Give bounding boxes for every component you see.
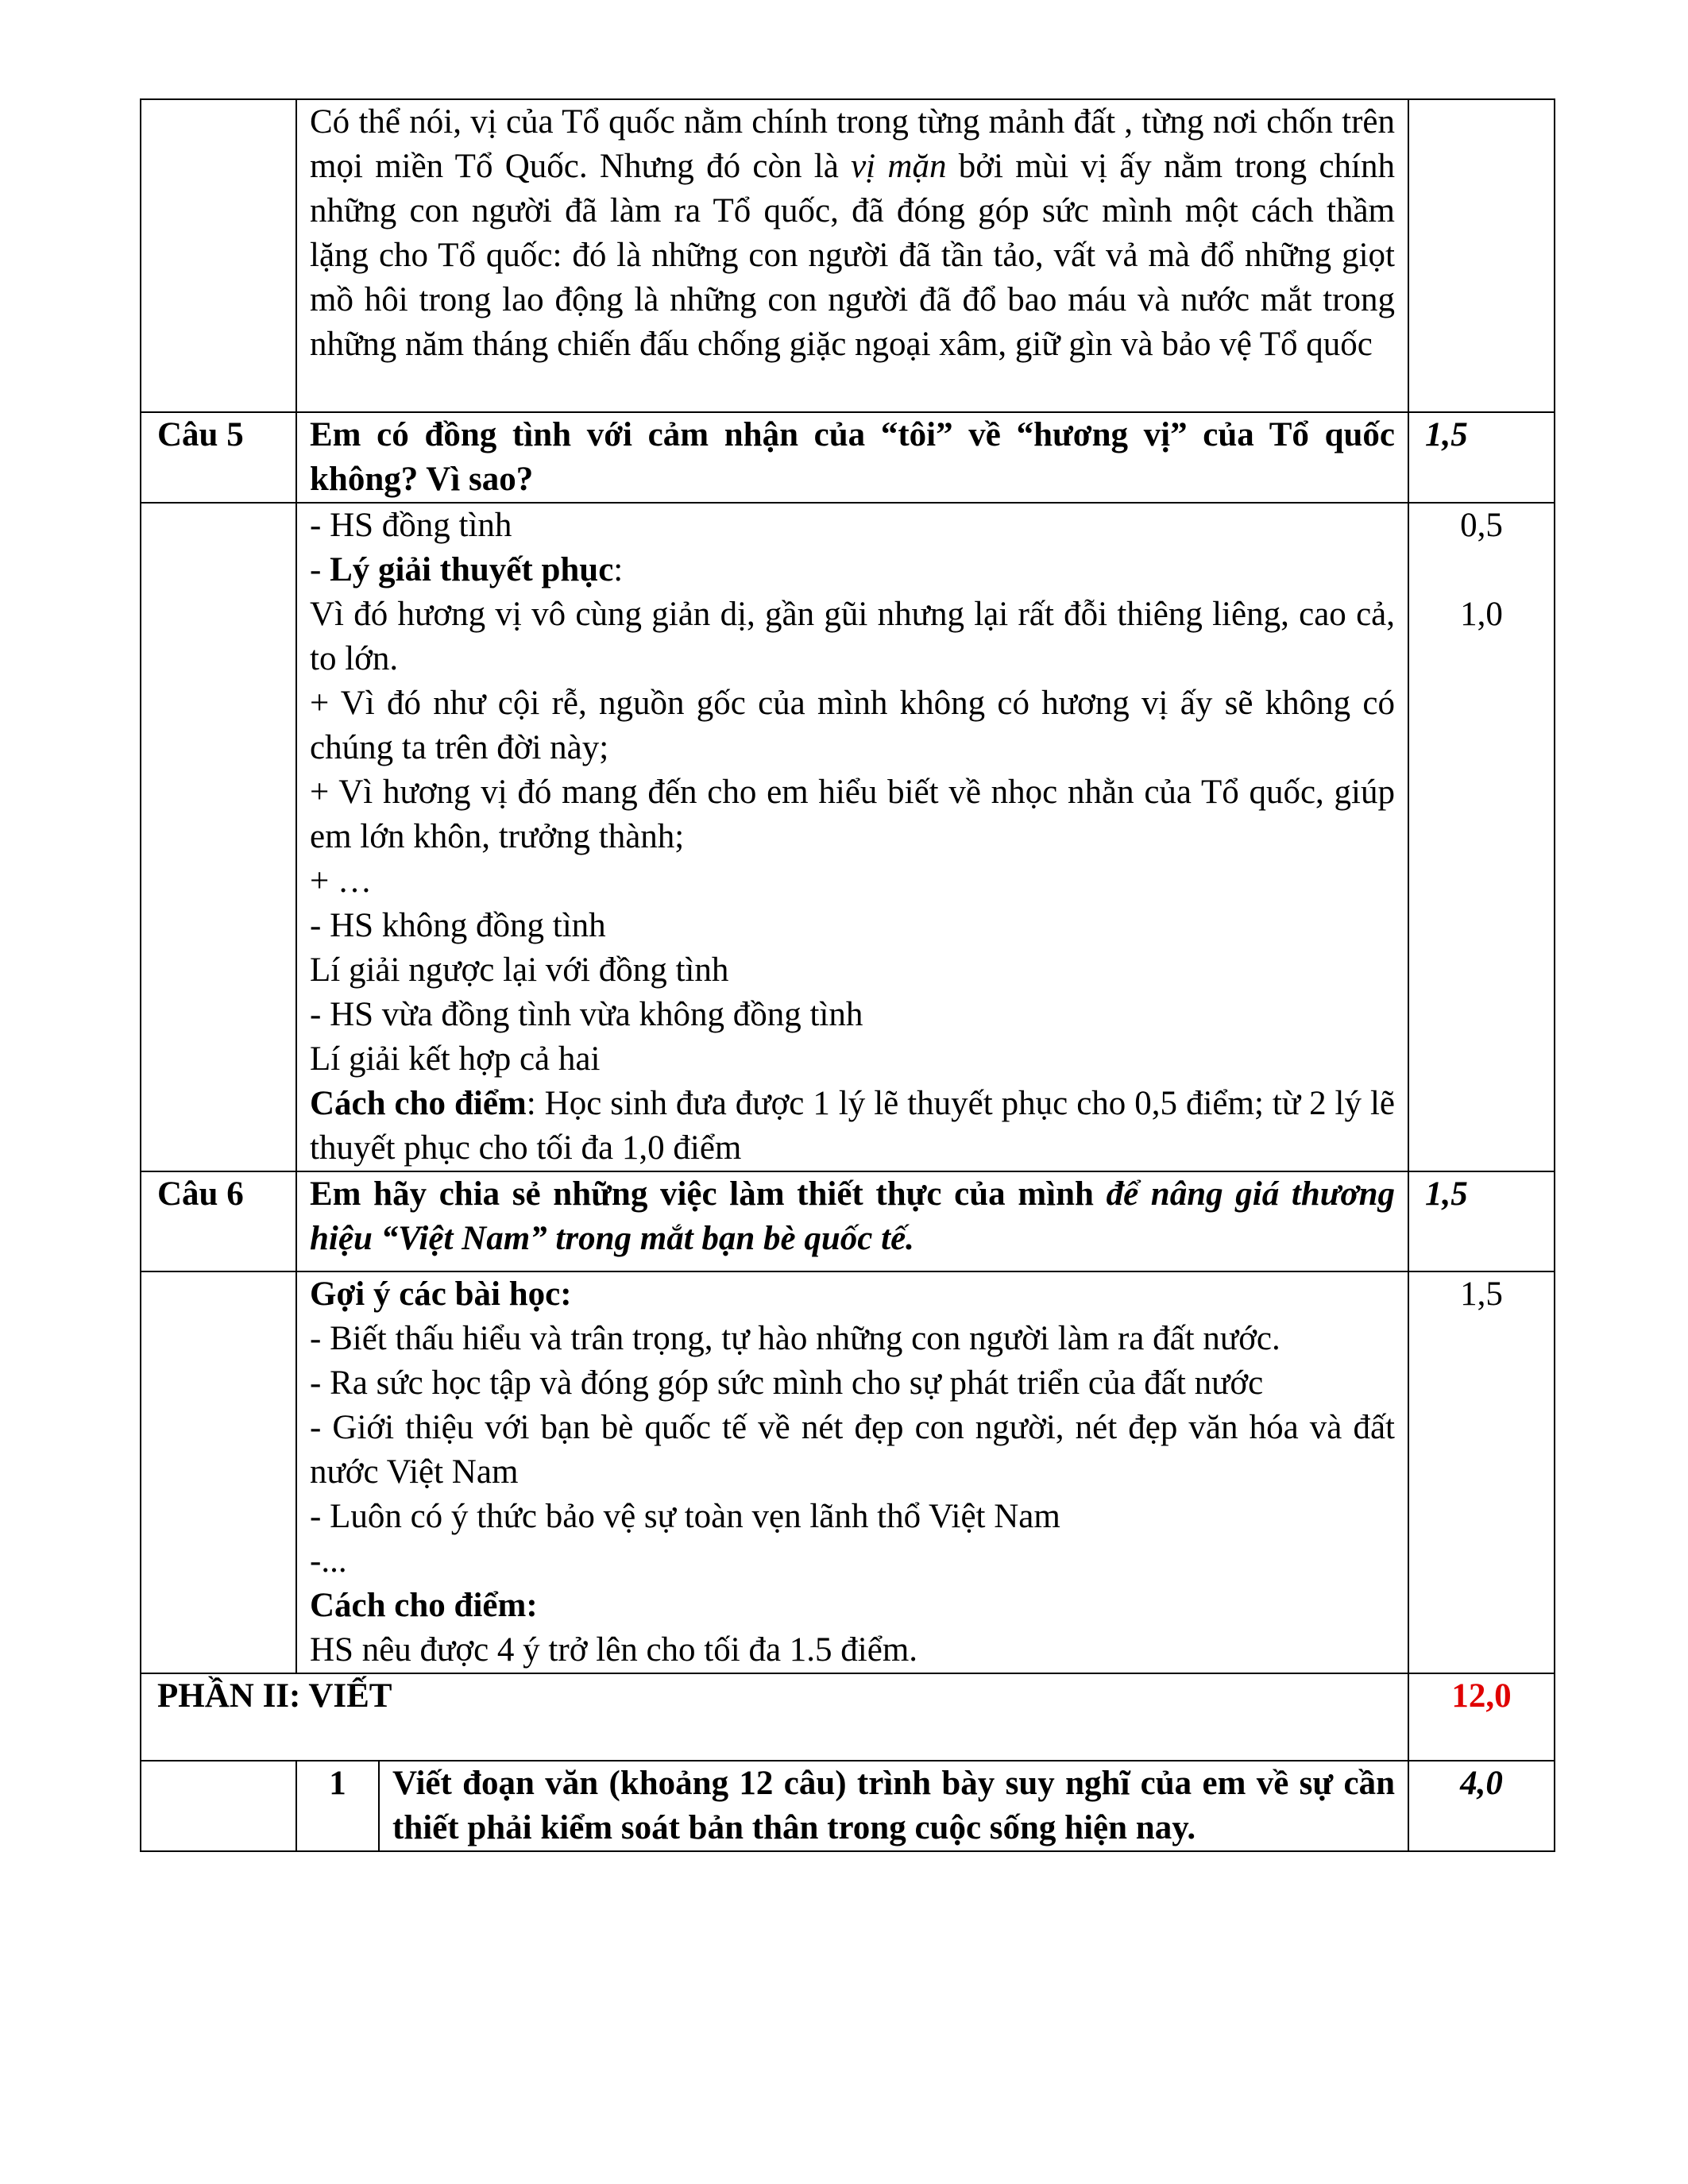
label-cell-empty (141, 1761, 296, 1851)
answer-line: - Lý giải thuyết phục: (310, 551, 624, 588)
answer-line: - HS đồng tình (310, 507, 512, 544)
answer-line: - Giới thiệu với bạn bè quốc tế về nét đẹp con người, nét đẹp văn hóa và đất nước Việt Nam (310, 1409, 1395, 1491)
cau6-answer-score: 1,5 (1408, 1271, 1555, 1673)
answer-line: - Luôn có ý thức bảo vệ sự toàn vẹn lãnh thổ Việt Nam (310, 1498, 1060, 1535)
part2-header-row (141, 1673, 1555, 1761)
label-cell-empty (141, 503, 296, 1171)
cau5-answer (296, 503, 1408, 1171)
grading-note: Cách cho điểm: Học sinh đưa được 1 lý lẽ thuyết phục cho 0,5 điểm; từ 2 lý lẽ thuyết phục cho tối đa 1,0 điểm (310, 1085, 1395, 1167)
part2-title: PHẦN II: VIẾT (141, 1673, 1408, 1761)
cau5-question: Em có đồng tình với cảm nhận của “tôi” về “hương vị” của Tổ quốc không? Vì sao? (296, 412, 1408, 503)
cau5-answer-row (141, 503, 1555, 1171)
answer-line: + Vì hương vị đó mang đến cho em hiểu biết về nhọc nhằn của Tổ quốc, giúp em lớn khôn, trưởng thành; (310, 774, 1395, 855)
cau5-answer-scores (1408, 503, 1555, 1171)
answer-line: Vì đó hương vị vô cùng giản dị, gần gũi nhưng lại rất đỗi thiêng liêng, cao cả, to lớn. (310, 596, 1395, 677)
answer-line: Lí giải kết hợp cả hai (310, 1040, 601, 1078)
part2-item-score: 4,0 (1408, 1761, 1555, 1851)
answer-key-table (140, 98, 1555, 1852)
cau6-question: Em hãy chia sẻ những việc làm thiết thực của mình để nâng giá thương hiệu “Việt Nam” trong mắt bạn bè quốc tế. (296, 1171, 1408, 1271)
grading-heading: Cách cho điểm: (310, 1587, 538, 1624)
cau6-score: 1,5 (1408, 1171, 1555, 1271)
suggestion-heading: Gợi ý các bài học: (310, 1275, 572, 1313)
answer-line: - HS không đồng tình (310, 907, 606, 944)
answer-line: -... (310, 1542, 347, 1580)
answer-line: - HS vừa đồng tình vừa không đồng tình (310, 996, 863, 1033)
continuation-text: Có thể nói, vị của Tổ quốc nằm chính trong từng mảnh đất , từng nơi chốn trên mọi miền Tổ Quốc. Nhưng đó còn là vị mặn bởi mùi vị ấy nằm trong chính những con người đã làm ra Tổ quốc, đã đóng góp sức mình một cách thầm lặng cho Tổ quốc: đó là những con người đã tần tảo, vất vả mà đổ những giọt mồ hôi trong lao động là những con người đã đổ bao máu và nước mắt trong những năm tháng chiến đấu chống giặc ngoại xâm, giữ gìn và bảo vệ Tổ quốc (296, 99, 1408, 412)
continuation-row (141, 99, 1555, 412)
answer-line: + … (310, 862, 373, 900)
cau5-score: 1,5 (1408, 412, 1555, 503)
cau5-label: Câu 5 (141, 412, 296, 503)
cau6-question-row (141, 1171, 1555, 1271)
score-cell-empty (1408, 99, 1555, 412)
label-cell-empty (141, 1271, 296, 1673)
part2-item-text: Viết đoạn văn (khoảng 12 câu) trình bày suy nghĩ của em về sự cần thiết phải kiểm soát bản thân trong cuộc sống hiện nay. (379, 1761, 1408, 1851)
answer-line: - Biết thấu hiểu và trân trọng, tự hào những con người làm ra đất nước. (310, 1320, 1280, 1357)
cau6-answer (296, 1271, 1408, 1673)
part2-score: 12,0 (1408, 1673, 1555, 1761)
score-value: 1,0 (1460, 596, 1503, 633)
cau6-answer-row (141, 1271, 1555, 1673)
label-cell-empty (141, 99, 296, 412)
cau5-question-row (141, 412, 1555, 503)
part2-item-number: 1 (296, 1761, 379, 1851)
score-value: 0,5 (1460, 507, 1503, 544)
grading-note: HS nêu được 4 ý trở lên cho tối đa 1.5 điểm. (310, 1631, 918, 1669)
answer-line: - Ra sức học tập và đóng góp sức mình cho sự phát triển của đất nước (310, 1364, 1264, 1402)
answer-line: Lí giải ngược lại với đồng tình (310, 951, 729, 989)
cau6-label: Câu 6 (141, 1171, 296, 1271)
part2-item-row (141, 1761, 1555, 1851)
answer-line: + Vì đó như cội rễ, nguồn gốc của mình không có hương vị ấy sẽ không có chúng ta trên đời này; (310, 685, 1395, 766)
